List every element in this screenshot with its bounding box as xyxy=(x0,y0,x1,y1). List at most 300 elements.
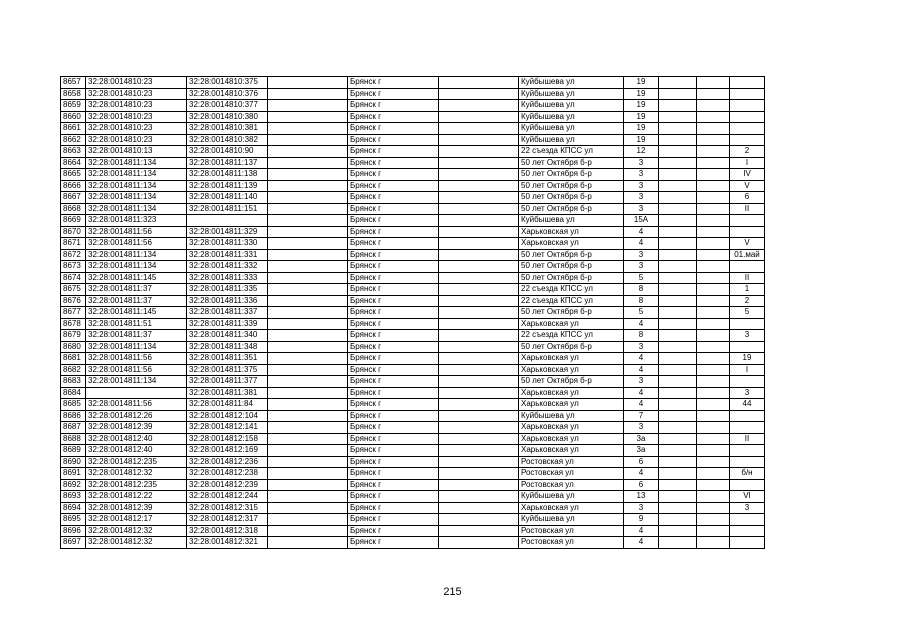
cadastral-number-cell: 32:28:0014811:331 xyxy=(187,249,268,261)
apartment-cell: 2 xyxy=(730,295,765,307)
city-cell: Брянск г xyxy=(348,157,439,169)
row-number-cell: 8686 xyxy=(61,410,86,422)
house-cell: 4 xyxy=(624,468,659,480)
empty-cell xyxy=(659,514,697,526)
street-cell: Куйбышева ул xyxy=(519,123,624,135)
cadastral-parent-cell: 32:28:0014811:37 xyxy=(86,295,187,307)
apartment-cell xyxy=(730,514,765,526)
empty-cell xyxy=(268,284,348,296)
row-number-cell: 8683 xyxy=(61,376,86,388)
empty-cell xyxy=(697,491,730,503)
cadastral-parent-cell: 32:28:0014811:56 xyxy=(86,238,187,250)
empty-cell xyxy=(439,537,519,549)
apartment-cell xyxy=(730,261,765,273)
house-cell: 4 xyxy=(624,238,659,250)
apartment-cell xyxy=(730,215,765,227)
empty-cell xyxy=(439,445,519,457)
apartment-cell: II xyxy=(730,203,765,215)
cadastral-number-cell: 32:28:0014811:138 xyxy=(187,169,268,181)
table-row xyxy=(61,514,765,526)
cadastral-parent-cell: 32:28:0014812:39 xyxy=(86,422,187,434)
city-cell: Брянск г xyxy=(348,318,439,330)
empty-cell xyxy=(268,479,348,491)
empty-cell xyxy=(268,456,348,468)
street-cell: Харьковская ул xyxy=(519,422,624,434)
empty-cell xyxy=(439,318,519,330)
cadastral-parent-cell: 32:28:0014811:56 xyxy=(86,364,187,376)
cadastral-number-cell: 32:28:0014811:333 xyxy=(187,272,268,284)
cadastral-number-cell: 32:28:0014812:238 xyxy=(187,468,268,480)
cadastral-number-cell: 32:28:0014810:382 xyxy=(187,134,268,146)
empty-cell xyxy=(697,157,730,169)
house-cell: 3 xyxy=(624,376,659,388)
empty-cell xyxy=(439,261,519,273)
table-row xyxy=(61,422,765,434)
street-cell: Харьковская ул xyxy=(519,502,624,514)
street-cell: 50 лет Октября б-р xyxy=(519,261,624,273)
apartment-cell: 6 xyxy=(730,192,765,204)
table-row xyxy=(61,284,765,296)
empty-cell xyxy=(439,169,519,181)
empty-cell xyxy=(659,376,697,388)
table-row xyxy=(61,502,765,514)
house-cell: 3 xyxy=(624,157,659,169)
street-cell: 22 съезда КПСС ул xyxy=(519,284,624,296)
city-cell: Брянск г xyxy=(348,146,439,158)
empty-cell xyxy=(697,525,730,537)
empty-cell xyxy=(659,341,697,353)
empty-cell xyxy=(439,330,519,342)
house-cell: 3 xyxy=(624,341,659,353)
empty-cell xyxy=(268,100,348,112)
table-row xyxy=(61,468,765,480)
apartment-cell xyxy=(730,88,765,100)
house-cell: 3 xyxy=(624,192,659,204)
empty-cell xyxy=(697,226,730,238)
empty-cell xyxy=(268,192,348,204)
empty-cell xyxy=(697,387,730,399)
empty-cell xyxy=(268,341,348,353)
row-number-cell: 8680 xyxy=(61,341,86,353)
city-cell: Брянск г xyxy=(348,215,439,227)
row-number-cell: 8661 xyxy=(61,123,86,135)
empty-cell xyxy=(439,456,519,468)
city-cell: Брянск г xyxy=(348,445,439,457)
row-number-cell: 8696 xyxy=(61,525,86,537)
empty-cell xyxy=(439,341,519,353)
street-cell: 50 лет Октября б-р xyxy=(519,341,624,353)
empty-cell xyxy=(268,261,348,273)
cadastral-number-cell: 32:28:0014810:375 xyxy=(187,77,268,89)
apartment-cell xyxy=(730,100,765,112)
empty-cell xyxy=(697,295,730,307)
cadastral-number-cell: 32:28:0014810:377 xyxy=(187,100,268,112)
house-cell: 5 xyxy=(624,307,659,319)
empty-cell xyxy=(439,77,519,89)
apartment-cell: IV xyxy=(730,169,765,181)
cadastral-parent-cell: 32:28:0014811:37 xyxy=(86,284,187,296)
empty-cell xyxy=(659,445,697,457)
row-number-cell: 8660 xyxy=(61,111,86,123)
cadastral-parent-cell: 32:28:0014812:32 xyxy=(86,525,187,537)
row-number-cell: 8695 xyxy=(61,514,86,526)
table-row xyxy=(61,376,765,388)
cadastral-number-cell: 32:28:0014811:348 xyxy=(187,341,268,353)
cadastral-number-cell: 32:28:0014811:340 xyxy=(187,330,268,342)
empty-cell xyxy=(659,468,697,480)
empty-cell xyxy=(439,272,519,284)
street-cell: Харьковская ул xyxy=(519,387,624,399)
empty-cell xyxy=(439,364,519,376)
street-cell: Куйбышева ул xyxy=(519,100,624,112)
cadastral-number-cell: 32:28:0014812:141 xyxy=(187,422,268,434)
empty-cell xyxy=(268,226,348,238)
empty-cell xyxy=(659,456,697,468)
empty-cell xyxy=(268,387,348,399)
empty-cell xyxy=(268,376,348,388)
apartment-cell xyxy=(730,318,765,330)
empty-cell xyxy=(697,77,730,89)
house-cell: 19 xyxy=(624,111,659,123)
apartment-cell: 3 xyxy=(730,502,765,514)
city-cell: Брянск г xyxy=(348,376,439,388)
cadastral-parent-cell: 32:28:0014811:134 xyxy=(86,192,187,204)
street-cell: 50 лет Октября б-р xyxy=(519,192,624,204)
city-cell: Брянск г xyxy=(348,502,439,514)
table-row xyxy=(61,157,765,169)
page-number: 215 xyxy=(443,586,462,598)
empty-cell xyxy=(659,157,697,169)
empty-cell xyxy=(268,169,348,181)
empty-cell xyxy=(697,284,730,296)
table-row xyxy=(61,123,765,135)
empty-cell xyxy=(697,238,730,250)
empty-cell xyxy=(268,77,348,89)
empty-cell xyxy=(439,295,519,307)
empty-cell xyxy=(439,157,519,169)
house-cell: 4 xyxy=(624,318,659,330)
empty-cell xyxy=(659,502,697,514)
empty-cell xyxy=(697,364,730,376)
empty-cell xyxy=(268,295,348,307)
city-cell: Брянск г xyxy=(348,433,439,445)
empty-cell xyxy=(659,77,697,89)
empty-cell xyxy=(268,318,348,330)
apartment-cell: 1 xyxy=(730,284,765,296)
house-cell: 8 xyxy=(624,295,659,307)
row-number-cell: 8671 xyxy=(61,238,86,250)
empty-cell xyxy=(659,146,697,158)
city-cell: Брянск г xyxy=(348,88,439,100)
empty-cell xyxy=(697,433,730,445)
city-cell: Брянск г xyxy=(348,525,439,537)
city-cell: Брянск г xyxy=(348,261,439,273)
street-cell: 22 съезда КПСС ул xyxy=(519,330,624,342)
street-cell: Ростовская ул xyxy=(519,468,624,480)
city-cell: Брянск г xyxy=(348,399,439,411)
row-number-cell: 8659 xyxy=(61,100,86,112)
house-cell: 3а xyxy=(624,433,659,445)
empty-cell xyxy=(659,261,697,273)
cadastral-parent-cell: 32:28:0014812:22 xyxy=(86,491,187,503)
house-cell: 4 xyxy=(624,525,659,537)
table-row xyxy=(61,146,765,158)
empty-cell xyxy=(659,203,697,215)
cadastral-parent-cell: 32:28:0014812:40 xyxy=(86,433,187,445)
street-cell: Харьковская ул xyxy=(519,353,624,365)
cadastral-parent-cell: 32:28:0014811:37 xyxy=(86,330,187,342)
empty-cell xyxy=(268,249,348,261)
row-number-cell: 8697 xyxy=(61,537,86,549)
apartment-cell: 3 xyxy=(730,387,765,399)
table-row xyxy=(61,318,765,330)
empty-cell xyxy=(659,180,697,192)
apartment-cell: I xyxy=(730,157,765,169)
apartment-cell xyxy=(730,376,765,388)
table-row xyxy=(61,134,765,146)
cadastral-parent-cell: 32:28:0014812:40 xyxy=(86,445,187,457)
empty-cell xyxy=(439,134,519,146)
empty-cell xyxy=(268,134,348,146)
cadastral-number-cell: 32:28:0014812:317 xyxy=(187,514,268,526)
house-cell: 3а xyxy=(624,445,659,457)
city-cell: Брянск г xyxy=(348,410,439,422)
empty-cell xyxy=(268,445,348,457)
row-number-cell: 8664 xyxy=(61,157,86,169)
street-cell: Харьковская ул xyxy=(519,364,624,376)
house-cell: 6 xyxy=(624,456,659,468)
row-number-cell: 8672 xyxy=(61,249,86,261)
row-number-cell: 8658 xyxy=(61,88,86,100)
cadastral-parent-cell: 32:28:0014812:235 xyxy=(86,479,187,491)
cadastral-number-cell: 32:28:0014812:315 xyxy=(187,502,268,514)
cadastral-parent-cell: 32:28:0014811:134 xyxy=(86,249,187,261)
empty-cell xyxy=(268,157,348,169)
empty-cell xyxy=(697,410,730,422)
empty-cell xyxy=(697,111,730,123)
empty-cell xyxy=(697,180,730,192)
apartment-cell xyxy=(730,226,765,238)
empty-cell xyxy=(659,238,697,250)
empty-cell xyxy=(268,422,348,434)
empty-cell xyxy=(697,537,730,549)
empty-cell xyxy=(697,376,730,388)
empty-cell xyxy=(439,146,519,158)
row-number-cell: 8663 xyxy=(61,146,86,158)
street-cell: Харьковская ул xyxy=(519,318,624,330)
apartment-cell xyxy=(730,445,765,457)
empty-cell xyxy=(659,387,697,399)
row-number-cell: 8662 xyxy=(61,134,86,146)
city-cell: Брянск г xyxy=(348,456,439,468)
cadastral-number-cell: 32:28:0014811:330 xyxy=(187,238,268,250)
table-row xyxy=(61,261,765,273)
street-cell: Харьковская ул xyxy=(519,433,624,445)
street-cell: Харьковская ул xyxy=(519,399,624,411)
empty-cell xyxy=(268,502,348,514)
house-cell: 3 xyxy=(624,502,659,514)
empty-cell xyxy=(439,525,519,537)
empty-cell xyxy=(439,479,519,491)
row-number-cell: 8678 xyxy=(61,318,86,330)
cadastral-parent-cell: 32:28:0014811:134 xyxy=(86,169,187,181)
table-row xyxy=(61,77,765,89)
apartment-cell: 01.май xyxy=(730,249,765,261)
apartment-cell xyxy=(730,410,765,422)
empty-cell xyxy=(439,226,519,238)
cadastral-parent-cell: 32:28:0014811:134 xyxy=(86,376,187,388)
apartment-cell: I xyxy=(730,364,765,376)
table-row xyxy=(61,215,765,227)
empty-cell xyxy=(659,169,697,181)
table-row xyxy=(61,249,765,261)
cadastral-number-cell: 32:28:0014810:90 xyxy=(187,146,268,158)
cadastral-parent-cell: 32:28:0014810:23 xyxy=(86,111,187,123)
apartment-cell: II xyxy=(730,272,765,284)
empty-cell xyxy=(439,238,519,250)
cadastral-number-cell: 32:28:0014812:158 xyxy=(187,433,268,445)
empty-cell xyxy=(439,180,519,192)
empty-cell xyxy=(439,215,519,227)
city-cell: Брянск г xyxy=(348,307,439,319)
apartment-cell xyxy=(730,525,765,537)
cadastral-parent-cell: 32:28:0014811:134 xyxy=(86,157,187,169)
empty-cell xyxy=(697,215,730,227)
apartment-cell: V xyxy=(730,238,765,250)
street-cell: Ростовская ул xyxy=(519,537,624,549)
table-row xyxy=(61,330,765,342)
row-number-cell: 8673 xyxy=(61,261,86,273)
house-cell: 4 xyxy=(624,399,659,411)
empty-cell xyxy=(659,479,697,491)
row-number-cell: 8667 xyxy=(61,192,86,204)
table-row xyxy=(61,341,765,353)
empty-cell xyxy=(268,123,348,135)
empty-cell xyxy=(268,272,348,284)
city-cell: Брянск г xyxy=(348,272,439,284)
house-cell: 13 xyxy=(624,491,659,503)
table-row xyxy=(61,192,765,204)
cadastral-parent-cell: 32:28:0014810:23 xyxy=(86,134,187,146)
empty-cell xyxy=(268,433,348,445)
empty-cell xyxy=(268,399,348,411)
cadastral-parent-cell: 32:28:0014811:134 xyxy=(86,203,187,215)
table-row xyxy=(61,410,765,422)
city-cell: Брянск г xyxy=(348,192,439,204)
street-cell: 50 лет Октября б-р xyxy=(519,272,624,284)
city-cell: Брянск г xyxy=(348,111,439,123)
cadastral-number-cell: 32:28:0014811:151 xyxy=(187,203,268,215)
empty-cell xyxy=(439,192,519,204)
city-cell: Брянск г xyxy=(348,238,439,250)
table-row xyxy=(61,491,765,503)
apartment-cell: 2 xyxy=(730,146,765,158)
cadastral-number-cell: 32:28:0014811:332 xyxy=(187,261,268,273)
empty-cell xyxy=(439,353,519,365)
cadastral-number-cell: 32:28:0014812:169 xyxy=(187,445,268,457)
cadastral-parent-cell: 32:28:0014811:134 xyxy=(86,180,187,192)
apartment-cell xyxy=(730,341,765,353)
table-row xyxy=(61,203,765,215)
city-cell: Брянск г xyxy=(348,468,439,480)
empty-cell xyxy=(697,261,730,273)
table-row xyxy=(61,456,765,468)
row-number-cell: 8675 xyxy=(61,284,86,296)
row-number-cell: 8679 xyxy=(61,330,86,342)
table-row xyxy=(61,272,765,284)
apartment-cell: II xyxy=(730,433,765,445)
data-table xyxy=(60,76,765,549)
empty-cell xyxy=(268,146,348,158)
street-cell: Куйбышева ул xyxy=(519,215,624,227)
cadastral-number-cell: 32:28:0014812:318 xyxy=(187,525,268,537)
empty-cell xyxy=(659,525,697,537)
cadastral-parent-cell: 32:28:0014812:32 xyxy=(86,537,187,549)
cadastral-number-cell: 32:28:0014812:104 xyxy=(187,410,268,422)
apartment-cell xyxy=(730,479,765,491)
street-cell: 50 лет Октября б-р xyxy=(519,169,624,181)
apartment-cell xyxy=(730,111,765,123)
empty-cell xyxy=(439,502,519,514)
cadastral-number-cell: 32:28:0014811:337 xyxy=(187,307,268,319)
cadastral-number-cell: 32:28:0014811:351 xyxy=(187,353,268,365)
row-number-cell: 8681 xyxy=(61,353,86,365)
house-cell: 6 xyxy=(624,479,659,491)
cadastral-parent-cell: 32:28:0014812:39 xyxy=(86,502,187,514)
empty-cell xyxy=(697,318,730,330)
table-row xyxy=(61,445,765,457)
empty-cell xyxy=(268,491,348,503)
cadastral-parent-cell: 32:28:0014811:134 xyxy=(86,261,187,273)
empty-cell xyxy=(659,537,697,549)
cadastral-number-cell: 32:28:0014811:329 xyxy=(187,226,268,238)
city-cell: Брянск г xyxy=(348,134,439,146)
empty-cell xyxy=(268,410,348,422)
row-number-cell: 8684 xyxy=(61,387,86,399)
row-number-cell: 8669 xyxy=(61,215,86,227)
table-row xyxy=(61,387,765,399)
street-cell: Куйбышева ул xyxy=(519,111,624,123)
empty-cell xyxy=(268,238,348,250)
cadastral-parent-cell: 32:28:0014811:51 xyxy=(86,318,187,330)
table-row xyxy=(61,111,765,123)
apartment-cell xyxy=(730,123,765,135)
street-cell: Ростовская ул xyxy=(519,525,624,537)
apartment-cell: б/н xyxy=(730,468,765,480)
empty-cell xyxy=(439,422,519,434)
empty-cell xyxy=(697,330,730,342)
empty-cell xyxy=(439,387,519,399)
cadastral-parent-cell: 32:28:0014812:17 xyxy=(86,514,187,526)
row-number-cell: 8657 xyxy=(61,77,86,89)
city-cell: Брянск г xyxy=(348,537,439,549)
empty-cell xyxy=(697,353,730,365)
row-number-cell: 8676 xyxy=(61,295,86,307)
cadastral-number-cell: 32:28:0014810:380 xyxy=(187,111,268,123)
city-cell: Брянск г xyxy=(348,341,439,353)
city-cell: Брянск г xyxy=(348,364,439,376)
cadastral-parent-cell: 32:28:0014811:56 xyxy=(86,226,187,238)
street-cell: Куйбышева ул xyxy=(519,134,624,146)
house-cell: 19 xyxy=(624,77,659,89)
row-number-cell: 8665 xyxy=(61,169,86,181)
empty-cell xyxy=(659,284,697,296)
house-cell: 4 xyxy=(624,364,659,376)
table-row xyxy=(61,88,765,100)
table-row xyxy=(61,537,765,549)
empty-cell xyxy=(659,422,697,434)
apartment-cell xyxy=(730,537,765,549)
